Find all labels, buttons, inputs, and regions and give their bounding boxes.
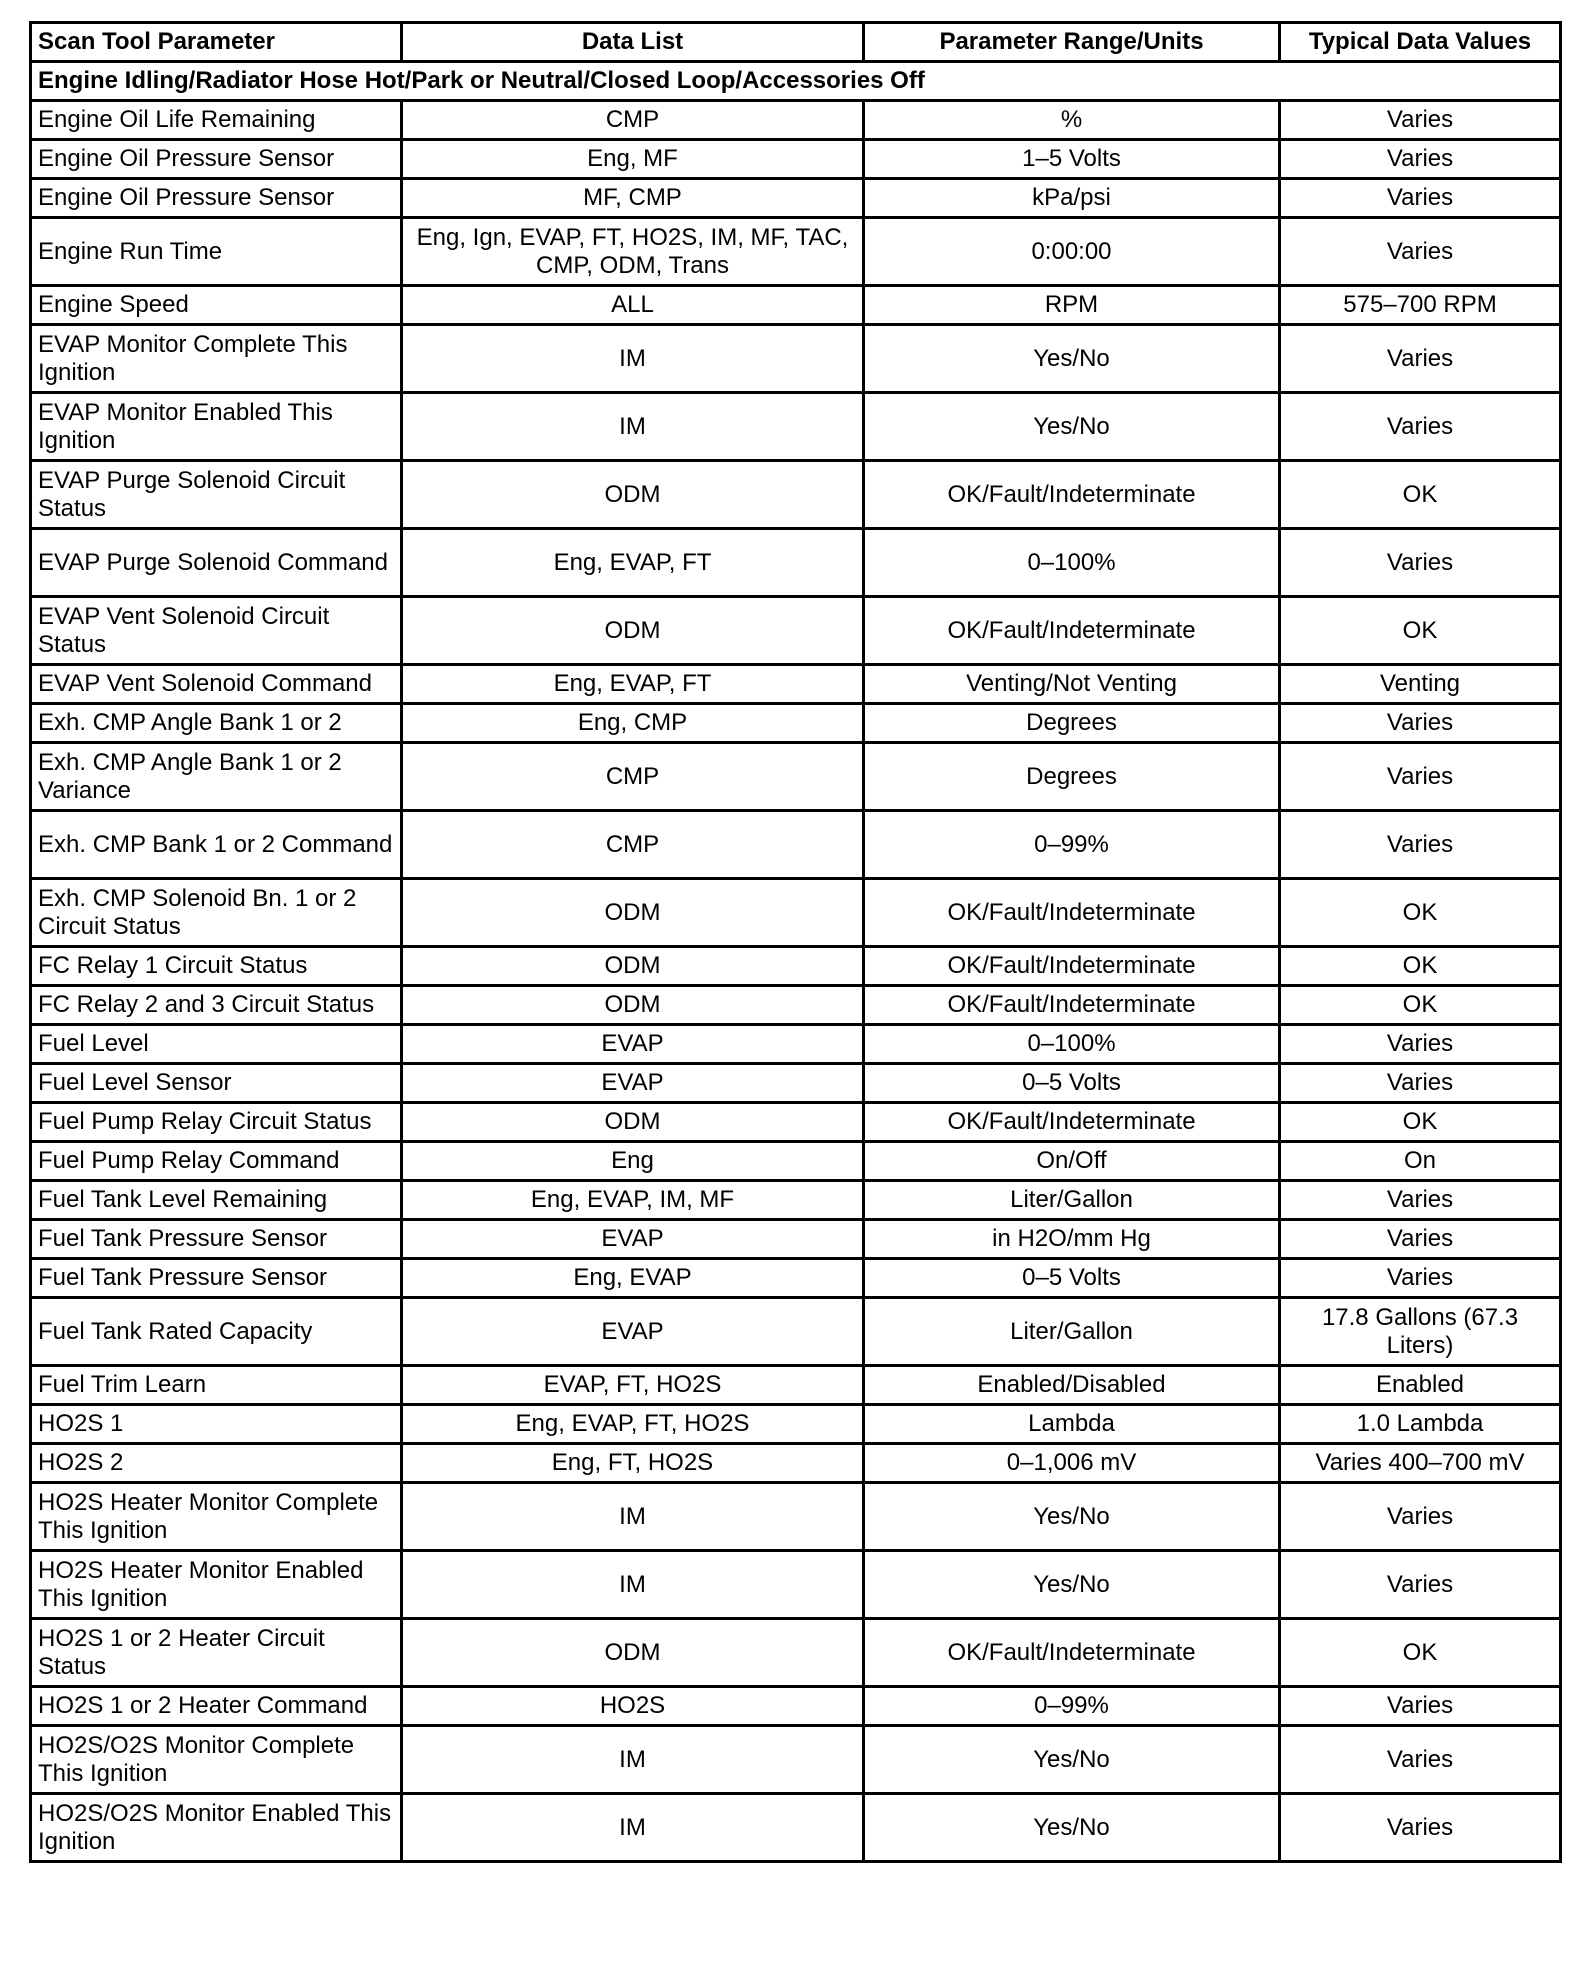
cell-parameter: EVAP Monitor Enabled This Ignition (31, 393, 402, 461)
section-title: Engine Idling/Radiator Hose Hot/Park or Neutral/Closed Loop/Accessories Off (31, 62, 1561, 101)
cell-typical-value: Venting (1280, 665, 1561, 704)
cell-range-units: 0–1,006 mV (864, 1444, 1280, 1483)
table-body (31, 101, 1561, 1862)
cell-data-list: Eng, EVAP (402, 1259, 864, 1298)
cell-data-list: CMP (402, 811, 864, 879)
cell-data-list: EVAP (402, 1025, 864, 1064)
cell-data-list: EVAP (402, 1220, 864, 1259)
cell-range-units: OK/Fault/Indeterminate (864, 947, 1280, 986)
cell-data-list: IM (402, 1726, 864, 1794)
cell-parameter: Fuel Tank Pressure Sensor (31, 1220, 402, 1259)
cell-parameter: HO2S Heater Monitor Enabled This Ignition (31, 1551, 402, 1619)
cell-parameter: Engine Oil Life Remaining (31, 101, 402, 140)
cell-typical-value: Varies (1280, 1794, 1561, 1862)
table-row (31, 1025, 1561, 1064)
cell-typical-value: Varies (1280, 101, 1561, 140)
table-row (31, 1551, 1561, 1619)
cell-parameter: HO2S Heater Monitor Complete This Ignition (31, 1483, 402, 1551)
table-row (31, 461, 1561, 529)
table-row (31, 1726, 1561, 1794)
cell-range-units: 0–100% (864, 1025, 1280, 1064)
cell-parameter: Exh. CMP Solenoid Bn. 1 or 2 Circuit Status (31, 879, 402, 947)
table-row (31, 1794, 1561, 1862)
cell-parameter: Exh. CMP Bank 1 or 2 Command (31, 811, 402, 879)
cell-parameter: Engine Run Time (31, 218, 402, 286)
cell-parameter: HO2S/O2S Monitor Enabled This Ignition (31, 1794, 402, 1862)
cell-data-list: ODM (402, 947, 864, 986)
cell-parameter: Fuel Level Sensor (31, 1064, 402, 1103)
cell-data-list: IM (402, 1551, 864, 1619)
cell-parameter: EVAP Purge Solenoid Circuit Status (31, 461, 402, 529)
cell-data-list: EVAP (402, 1298, 864, 1366)
cell-range-units: OK/Fault/Indeterminate (864, 597, 1280, 665)
cell-typical-value: On (1280, 1142, 1561, 1181)
table-row (31, 811, 1561, 879)
header-scan-tool-parameter: Scan Tool Parameter (31, 23, 402, 62)
cell-data-list: EVAP, FT, HO2S (402, 1366, 864, 1405)
table-row (31, 1366, 1561, 1405)
cell-typical-value: Varies (1280, 1181, 1561, 1220)
cell-typical-value: OK (1280, 879, 1561, 947)
table-row (31, 704, 1561, 743)
cell-range-units: OK/Fault/Indeterminate (864, 986, 1280, 1025)
cell-range-units: 0–5 Volts (864, 1064, 1280, 1103)
table-row (31, 947, 1561, 986)
cell-data-list: ODM (402, 986, 864, 1025)
cell-parameter: HO2S 2 (31, 1444, 402, 1483)
table-row (31, 218, 1561, 286)
cell-typical-value: Varies (1280, 811, 1561, 879)
cell-typical-value: Varies (1280, 1220, 1561, 1259)
cell-data-list: ODM (402, 461, 864, 529)
table-row (31, 1687, 1561, 1726)
cell-data-list: HO2S (402, 1687, 864, 1726)
table-row (31, 1220, 1561, 1259)
table-row (31, 1619, 1561, 1687)
table-row (31, 179, 1561, 218)
table-row (31, 529, 1561, 597)
cell-parameter: Fuel Pump Relay Circuit Status (31, 1103, 402, 1142)
table-row (31, 1483, 1561, 1551)
cell-data-list: Eng, Ign, EVAP, FT, HO2S, IM, MF, TAC, CMP, ODM, Trans (402, 218, 864, 286)
cell-parameter: EVAP Purge Solenoid Command (31, 529, 402, 597)
cell-range-units: 0:00:00 (864, 218, 1280, 286)
cell-range-units: Degrees (864, 704, 1280, 743)
cell-range-units: On/Off (864, 1142, 1280, 1181)
table-row (31, 325, 1561, 393)
table-row (31, 393, 1561, 461)
cell-range-units: 0–99% (864, 811, 1280, 879)
cell-typical-value: Enabled (1280, 1366, 1561, 1405)
cell-range-units: % (864, 101, 1280, 140)
cell-range-units: OK/Fault/Indeterminate (864, 879, 1280, 947)
cell-typical-value: Varies (1280, 1025, 1561, 1064)
cell-data-list: Eng, EVAP, IM, MF (402, 1181, 864, 1220)
table-row (31, 1103, 1561, 1142)
table-row (31, 286, 1561, 325)
table-row (31, 879, 1561, 947)
cell-typical-value: 1.0 Lambda (1280, 1405, 1561, 1444)
cell-typical-value: OK (1280, 986, 1561, 1025)
cell-range-units: OK/Fault/Indeterminate (864, 1619, 1280, 1687)
cell-parameter: EVAP Vent Solenoid Command (31, 665, 402, 704)
cell-data-list: Eng, EVAP, FT (402, 529, 864, 597)
cell-parameter: Engine Oil Pressure Sensor (31, 140, 402, 179)
table-row (31, 1064, 1561, 1103)
cell-range-units: Yes/No (864, 1483, 1280, 1551)
table-header (31, 23, 1561, 101)
cell-data-list: Eng, EVAP, FT (402, 665, 864, 704)
cell-data-list: ODM (402, 1103, 864, 1142)
cell-range-units: Lambda (864, 1405, 1280, 1444)
cell-parameter: Exh. CMP Angle Bank 1 or 2 (31, 704, 402, 743)
cell-typical-value: Varies (1280, 1483, 1561, 1551)
cell-range-units: Enabled/Disabled (864, 1366, 1280, 1405)
cell-typical-value: Varies (1280, 393, 1561, 461)
cell-parameter: Exh. CMP Angle Bank 1 or 2 Variance (31, 743, 402, 811)
cell-typical-value: 575–700 RPM (1280, 286, 1561, 325)
cell-parameter: Fuel Tank Rated Capacity (31, 1298, 402, 1366)
cell-parameter: HO2S 1 or 2 Heater Circuit Status (31, 1619, 402, 1687)
cell-range-units: kPa/psi (864, 179, 1280, 218)
cell-data-list: Eng, MF (402, 140, 864, 179)
cell-range-units: Yes/No (864, 1551, 1280, 1619)
cell-range-units: Degrees (864, 743, 1280, 811)
table-row (31, 1181, 1561, 1220)
cell-data-list: ODM (402, 597, 864, 665)
table-row (31, 1259, 1561, 1298)
cell-range-units: 0–99% (864, 1687, 1280, 1726)
cell-parameter: HO2S/O2S Monitor Complete This Ignition (31, 1726, 402, 1794)
cell-data-list: CMP (402, 101, 864, 140)
table-row (31, 1142, 1561, 1181)
cell-data-list: CMP (402, 743, 864, 811)
header-data-list: Data List (402, 23, 864, 62)
cell-typical-value: OK (1280, 461, 1561, 529)
cell-parameter: FC Relay 1 Circuit Status (31, 947, 402, 986)
cell-typical-value: Varies (1280, 1726, 1561, 1794)
cell-data-list: EVAP (402, 1064, 864, 1103)
cell-parameter: Fuel Tank Pressure Sensor (31, 1259, 402, 1298)
cell-typical-value: Varies (1280, 1687, 1561, 1726)
cell-range-units: 0–5 Volts (864, 1259, 1280, 1298)
cell-range-units: Yes/No (864, 1794, 1280, 1862)
cell-data-list: MF, CMP (402, 179, 864, 218)
table-row (31, 597, 1561, 665)
cell-parameter: HO2S 1 (31, 1405, 402, 1444)
cell-data-list: Eng, CMP (402, 704, 864, 743)
cell-data-list: ODM (402, 879, 864, 947)
table-row (31, 665, 1561, 704)
cell-data-list: Eng, EVAP, FT, HO2S (402, 1405, 864, 1444)
table-row (31, 986, 1561, 1025)
cell-data-list: ODM (402, 1619, 864, 1687)
section-row (31, 62, 1561, 101)
cell-data-list: IM (402, 1483, 864, 1551)
cell-typical-value: Varies (1280, 1259, 1561, 1298)
cell-range-units: Venting/Not Venting (864, 665, 1280, 704)
cell-typical-value: Varies (1280, 218, 1561, 286)
cell-typical-value: Varies (1280, 179, 1561, 218)
table-row (31, 1298, 1561, 1366)
cell-range-units: in H2O/mm Hg (864, 1220, 1280, 1259)
cell-range-units: Liter/Gallon (864, 1181, 1280, 1220)
cell-data-list: ALL (402, 286, 864, 325)
cell-range-units: Yes/No (864, 1726, 1280, 1794)
cell-typical-value: Varies (1280, 529, 1561, 597)
scan-tool-data-table (29, 21, 1562, 1863)
cell-parameter: EVAP Vent Solenoid Circuit Status (31, 597, 402, 665)
cell-parameter: Engine Oil Pressure Sensor (31, 179, 402, 218)
table-row (31, 140, 1561, 179)
cell-range-units: Yes/No (864, 325, 1280, 393)
header-typical-data-values: Typical Data Values (1280, 23, 1561, 62)
cell-range-units: Liter/Gallon (864, 1298, 1280, 1366)
cell-parameter: HO2S 1 or 2 Heater Command (31, 1687, 402, 1726)
cell-range-units: Yes/No (864, 393, 1280, 461)
cell-data-list: IM (402, 325, 864, 393)
cell-parameter: Fuel Trim Learn (31, 1366, 402, 1405)
cell-typical-value: Varies (1280, 325, 1561, 393)
cell-typical-value: OK (1280, 597, 1561, 665)
cell-parameter: EVAP Monitor Complete This Ignition (31, 325, 402, 393)
cell-range-units: 0–100% (864, 529, 1280, 597)
cell-range-units: OK/Fault/Indeterminate (864, 1103, 1280, 1142)
cell-parameter: Fuel Level (31, 1025, 402, 1064)
cell-data-list: IM (402, 1794, 864, 1862)
header-parameter-range-units: Parameter Range/Units (864, 23, 1280, 62)
cell-typical-value: Varies (1280, 1551, 1561, 1619)
cell-range-units: OK/Fault/Indeterminate (864, 461, 1280, 529)
cell-typical-value: Varies (1280, 140, 1561, 179)
cell-typical-value: OK (1280, 947, 1561, 986)
cell-typical-value: OK (1280, 1103, 1561, 1142)
cell-typical-value: Varies (1280, 1064, 1561, 1103)
cell-data-list: IM (402, 393, 864, 461)
table-row (31, 743, 1561, 811)
cell-range-units: RPM (864, 286, 1280, 325)
header-row (31, 23, 1561, 62)
cell-parameter: FC Relay 2 and 3 Circuit Status (31, 986, 402, 1025)
cell-typical-value: OK (1280, 1619, 1561, 1687)
cell-data-list: Eng (402, 1142, 864, 1181)
cell-typical-value: Varies (1280, 743, 1561, 811)
cell-data-list: Eng, FT, HO2S (402, 1444, 864, 1483)
table-row (31, 1444, 1561, 1483)
cell-parameter: Engine Speed (31, 286, 402, 325)
table-row (31, 101, 1561, 140)
cell-parameter: Fuel Tank Level Remaining (31, 1181, 402, 1220)
cell-typical-value: Varies 400–700 mV (1280, 1444, 1561, 1483)
table-row (31, 1405, 1561, 1444)
cell-typical-value: 17.8 Gallons (67.3 Liters) (1280, 1298, 1561, 1366)
cell-typical-value: Varies (1280, 704, 1561, 743)
cell-range-units: 1–5 Volts (864, 140, 1280, 179)
cell-parameter: Fuel Pump Relay Command (31, 1142, 402, 1181)
